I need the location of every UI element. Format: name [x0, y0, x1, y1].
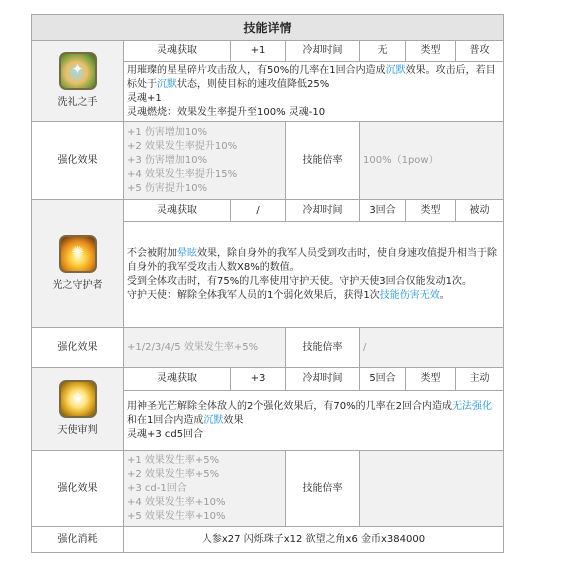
skill-name-cell: [32, 368, 124, 451]
soul-gain-value: +3: [231, 368, 286, 391]
soul-gain-label: 灵魂获取: [124, 41, 231, 62]
table-title: 技能详情: [32, 15, 504, 41]
enhance-effect-list: +1/2/3/4/5 效果发生率+5%: [124, 328, 286, 368]
cooldown-value: 5回合: [360, 368, 406, 391]
skill-multiplier-value: /: [360, 328, 504, 368]
type-value: 被动: [456, 200, 504, 222]
cooldown-label: 冷却时间: [286, 368, 360, 391]
skill-name: 天使审判: [57, 425, 98, 436]
skill-description: 用璀璨的星星碎片攻击敌人，有50%的几率在1回合内造成沉默效果。攻击后，若目标处于沉默状态，则使目标的速攻值降低25% 灵魂+1 灵魂燃烧：效果发生率提升至100% 灵魂-10: [124, 62, 504, 122]
type-value: 主动: [456, 368, 504, 391]
soul-gain-label: 灵魂获取: [124, 368, 231, 391]
enhance-effect-list: +1 效果发生率+5% +2 效果发生率+5% +3 cd-1回合 +4 效果发生率+10% +5 效果发生率+10%: [124, 451, 286, 527]
soul-gain-value: +1: [231, 41, 286, 62]
enhance-effect-list: +1 伤害增加10% +2 效果发生率提升10% +3 伤害增加10% +4 效果发生率提升15% +5 伤害提升10%: [124, 122, 286, 200]
keyword-skill-damage-immunity: 技能伤害无效: [379, 289, 440, 301]
light-pillar-icon: ✺: [59, 235, 97, 273]
skill-name: 光之守护者: [52, 279, 103, 291]
skill-name-cell: [32, 41, 124, 122]
soul-gain-label: 灵魂获取: [124, 200, 231, 222]
skill-name: 洗礼之手: [57, 97, 98, 108]
cooldown-label: 冷却时间: [286, 200, 360, 222]
skill-multiplier-label: 技能倍率: [286, 122, 360, 200]
keyword-stun: 晕眩: [177, 247, 197, 259]
skill-name-cell: [32, 200, 124, 328]
skill-multiplier-value: [360, 451, 504, 527]
crystal-shard-icon: ✦: [59, 52, 97, 90]
type-label: 类型: [406, 41, 456, 62]
enhance-cost-value: 人参x27 闪烁珠子x12 欲望之角x6 金币x384000: [124, 527, 504, 553]
soul-gain-value: /: [231, 200, 286, 222]
skill-multiplier-label: 技能倍率: [286, 328, 360, 368]
skill-description: 不会被附加晕眩效果，除自身外的我军人员受到攻击时，使自身速攻值提升相当于除自身外的我军受攻击人数X8%的数值。 受到全体攻击时，有75%的几率使用守护天使。守护天使3回合仅能发动1次。 守护天使：解除全体我军人员的1个弱化效果后，获得1次技能伤害无效。: [124, 222, 504, 328]
skill-multiplier-value: 100%（1pow）: [360, 122, 504, 200]
enhance-cost-label: 强化消耗: [32, 527, 124, 553]
enhance-effect-label: 强化效果: [32, 328, 124, 368]
keyword-unable-to-buff: 无法强化: [451, 400, 492, 412]
enhance-effect-label: 强化效果: [32, 451, 124, 527]
skill-detail-table: [31, 14, 504, 553]
type-label: 类型: [406, 200, 456, 222]
radiant-wing-icon: ✧: [59, 380, 97, 418]
keyword-silence: 沉默: [385, 64, 406, 76]
skill-description: 用神圣光芒解除全体敌人的2个强化效果后，有70%的几率在2回合内造成无法强化和在1回合内造成沉默效果 灵魂+3 cd5回合: [124, 391, 504, 451]
enhance-effect-label: 强化效果: [32, 122, 124, 200]
type-label: 类型: [406, 368, 456, 391]
type-value: 普攻: [456, 41, 504, 62]
cooldown-label: 冷却时间: [286, 41, 360, 62]
skill-multiplier-label: 技能倍率: [286, 451, 360, 527]
cooldown-value: 无: [360, 41, 406, 62]
cooldown-value: 3回合: [360, 200, 406, 222]
keyword-silence: 沉默: [203, 414, 224, 426]
keyword-silence: 沉默: [157, 78, 177, 90]
